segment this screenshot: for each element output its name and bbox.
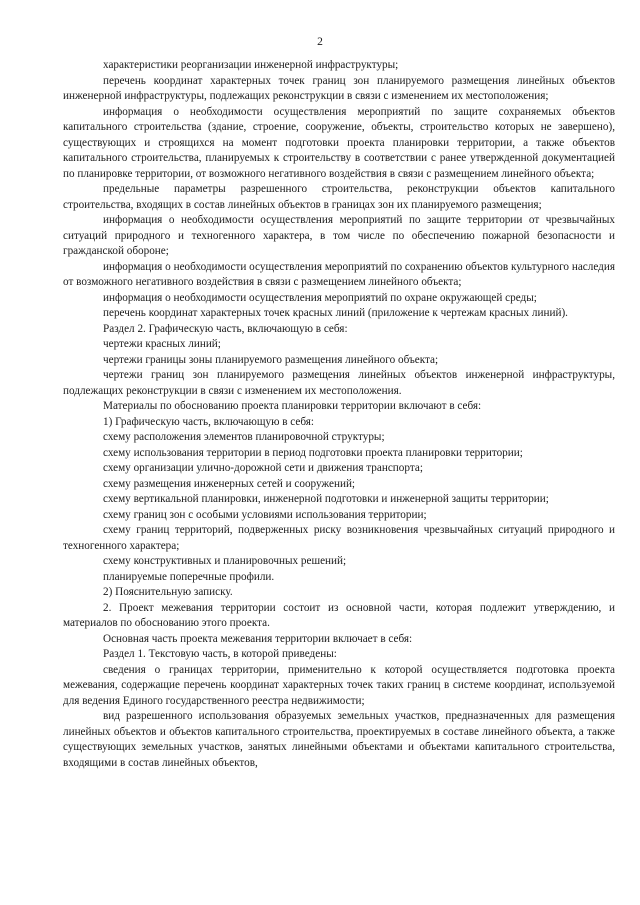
paragraph: Материалы по обоснованию проекта планировки территории включают в себя: bbox=[103, 400, 482, 412]
paragraph: схему расположения элементов планировочной структуры; bbox=[103, 431, 385, 443]
paragraph: перечень координат характерных точек границ зон планируемого размещения линейных объектов инженерной инфраструктуры, подлежащих реконструкции в связи с изменением их местоположения; bbox=[63, 74, 615, 102]
paragraph: вид разрешенного использования образуемых земельных участков, предназначенных для размещения линейных объектов и объектов капитального строительства, проектируемых в составе линейного объекта, а также существующих земельных участков, занятых линейными объектами и объектами капитального строительства, входящими в состав линейных объектов, bbox=[63, 710, 615, 769]
paragraph: схему границ зон с особыми условиями использования территории; bbox=[103, 508, 427, 521]
section-heading: Раздел 2. Графическую часть, включающую в себя: bbox=[103, 322, 348, 335]
paragraph: схему вертикальной планировки, инженерной подготовки и инженерной защиты территории; bbox=[103, 493, 549, 505]
page-number: 2 bbox=[317, 36, 323, 48]
paragraph: характеристики реорганизации инженерной инфраструктуры; bbox=[103, 59, 399, 71]
paragraph: схему использования территории в период подготовки проекта планировки территории; bbox=[103, 446, 523, 459]
paragraph: информация о необходимости осуществления мероприятий по защите территории от чрезвычайных ситуаций природного и техногенного характера, в том числе по обеспечению пожарной безопасности и гражданской обороне; bbox=[63, 214, 615, 257]
section-heading: Раздел 1. Текстовую часть, в которой приведены: bbox=[103, 648, 337, 660]
paragraph: предельные параметры разрешенного строительства, реконструкции объектов капитального строительства, входящих в состав линейных объектов в границах зон их планируемого размещения; bbox=[63, 183, 615, 211]
paragraph: перечень координат характерных точек красных линий (приложение к чертежам красных линий). bbox=[103, 307, 568, 319]
paragraph: сведения о границах территории, применительно к которой осуществляется подготовка проекта межевания, содержащие перечень координат характерных точек таких границ в системе координат, используемой для ведения Единого государственного реестра недвижимости; bbox=[63, 663, 615, 707]
paragraph: схему организации улично-дорожной сети и движения транспорта; bbox=[103, 462, 423, 474]
paragraph: планируемые поперечные профили. bbox=[103, 570, 275, 583]
paragraph: 2. Проект межевания территории состоит из основной части, которая подлежит утверждению, и материалов по обоснованию этого проекта. bbox=[63, 601, 615, 629]
paragraph: информация о необходимости осуществления мероприятий по сохранению объектов культурного наследия от возможного негативного воздействия в связи с размещением линейного объекта; bbox=[63, 260, 615, 288]
document-body bbox=[63, 58, 615, 771]
paragraph: схему границ территорий, подверженных риску возникновения чрезвычайных ситуаций природного и техногенного характера; bbox=[63, 524, 615, 552]
paragraph: схему конструктивных и планировочных решений; bbox=[103, 555, 347, 567]
paragraph: 1) Графическую часть, включающую в себя: bbox=[103, 415, 315, 428]
paragraph: Основная часть проекта межевания территории включает в себя: bbox=[103, 632, 413, 645]
paragraph: чертежи красных линий; bbox=[103, 338, 221, 350]
paragraph: 2) Пояснительную записку. bbox=[103, 586, 233, 598]
paragraph: чертежи границы зоны планируемого размещения линейного объекта; bbox=[103, 353, 439, 366]
paragraph: чертежи границ зон планируемого размещения линейных объектов инженерной инфраструктуры, подлежащих реконструкции в связи с изменением их местоположения. bbox=[63, 369, 615, 397]
paragraph: схему размещения инженерных сетей и сооружений; bbox=[103, 477, 356, 490]
paragraph: информация о необходимости осуществления мероприятий по охране окружающей среды; bbox=[103, 291, 537, 304]
paragraph: информация о необходимости осуществления мероприятий по защите сохраняемых объектов капитального строительства (здание, строение, сооружение, объекты, строительство которых не завершено), существующих и строящихся на момент подготовки проекта планировки территории, а также объектов капитального строительства, планируемых к строительству в соответствии с ранее утвержденной документацией по планировке территории, от возможного негативного воздействия в связи с размещением линейного объекта; bbox=[63, 105, 615, 180]
